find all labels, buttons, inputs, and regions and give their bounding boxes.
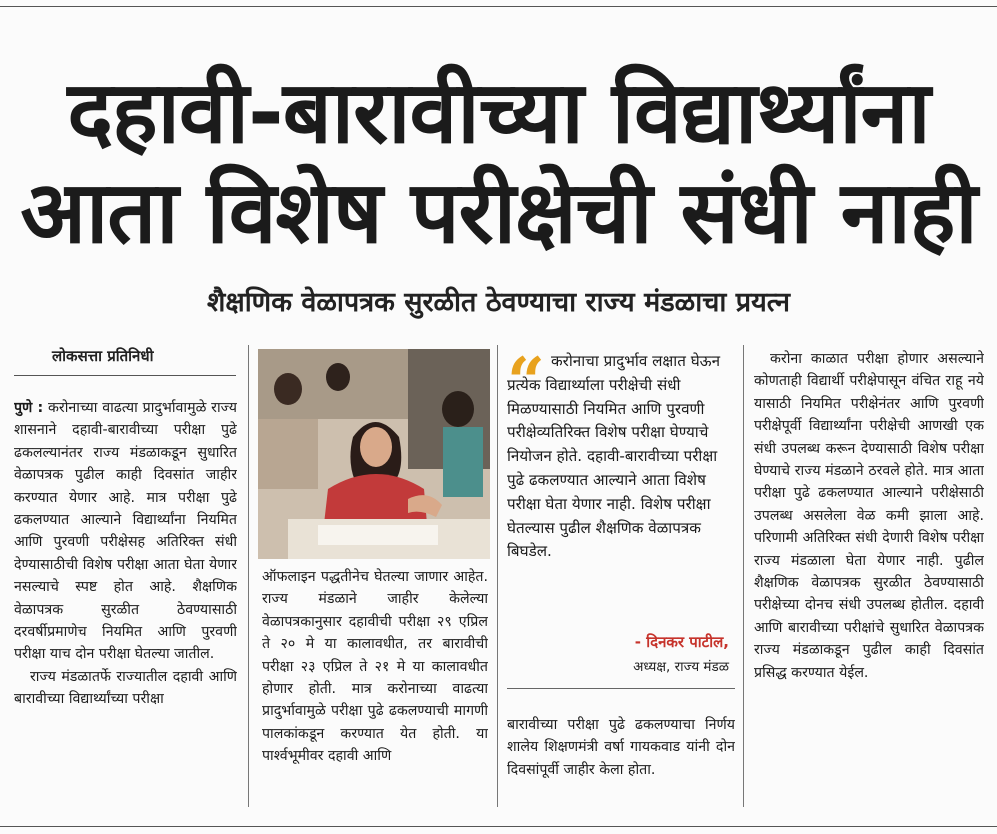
column-4 — [754, 348, 984, 810]
column-4-paragraph-1: करोना काळात परीक्षा होणार असल्याने कोणताही विद्यार्थी परीक्षेपासून वंचित राहू नये यासाठी नियमित परीक्षेनंतर आणि पुरवणी परीक्षेपूर्वी विद्यार्थ्यांना परीक्षेची आणखी एक संधी उपलब्ध करून देण्यासाठी विशेष परीक्षा घेण्याचे राज्य मंडळाने ठरवले होते. मात्र आता परीक्षा पुढे ढकलण्यात आल्याने परीक्षेसाठी उपलब्ध असलेला वेळ कमी झाला आहे. परिणामी अतिरिक्त संधी देणारी विशेष परीक्षा राज्य मंडळाला घेता येणार नाही. पुढील शैक्षणिक वेळापत्रक सुरळीत ठेवण्यासाठी परीक्षेच्या दोनच संधी उपलब्ध होतील. दहावी आणि बारावीच्या परीक्षांचे सुधारित वेळापत्रक राज्य मंडळाकडून पुढील काही दिवसांत प्रसिद्ध करण्यात येईल. — [754, 351, 984, 681]
headline-line-1: दहावी-बारावीच्या विद्यार्थ्यांना — [67, 63, 930, 163]
byline-rule — [14, 375, 236, 376]
column-divider — [743, 345, 744, 807]
column-1 — [14, 397, 237, 810]
quote-mark-icon: “ — [507, 343, 545, 421]
column-1-paragraph-2: राज्य मंडळातर्फे राज्यातील दहावी आणि बारावीच्या विद्यार्थ्यांच्या परीक्षा — [14, 668, 237, 708]
quote-author: - दिनकर पाटील, — [634, 633, 729, 651]
quote-text: करोनाचा प्रादुर्भाव लक्षात घेऊन प्रत्येक विद्यार्थ्याला परीक्षेची संधी मिळण्यासाठी नियमित आणि पुरवणी परीक्षेव्यतिरिक्त विशेष परीक्षा घेण्याचे नियोजन होते. दहावी-बारावीच्या परीक्षा पुढे ढकलण्यात आल्याने आता विशेष परीक्षा घेता येणार नाही. विशेष परीक्षा घेतल्यास पुढील शैक्षणिक वेळापत्रक बिघडेल. — [507, 352, 721, 561]
column-2 — [262, 566, 488, 810]
pull-quote — [507, 343, 737, 564]
article-photo — [258, 349, 490, 559]
headline-line-2: आता विशेष परीक्षेची संधी नाही — [20, 163, 977, 263]
quote-author-role: अध्यक्ष, राज्य मंडळ — [633, 659, 729, 675]
column-3-paragraph-1: बारावीच्या परीक्षा पुढे ढकलण्याचा निर्णय शालेय शिक्षणमंत्री वर्षा गायकवाड यांनी दोन दिवसांपूर्वी जाहीर केला होता. — [507, 717, 735, 778]
bottom-rule — [0, 826, 997, 827]
top-rule — [0, 6, 997, 7]
byline: लोकसत्ता प्रतिनिधी — [52, 347, 154, 365]
column-3 — [507, 714, 735, 810]
column-2-paragraph-1: ऑफलाइन पद्धतीनेच घेतल्या जाणार आहेत. राज्य मंडळाने जाहीर केलेल्या वेळापत्रकानुसार दहावीची परीक्षा २९ एप्रिल ते २० मे या कालावधीत, तर बारावीची परीक्षा २३ एप्रिल ते २१ मे या कालावधीत होणार होती. मात्र करोनाच्या वाढत्या प्रादुर्भावामुळे परीक्षा पुढे ढकलण्याची मागणी पालकांकडून करण्यात येत होती. या पार्श्वभूमीवर दहावी आणि — [262, 569, 488, 765]
column-divider — [248, 345, 249, 807]
dateline: पुणे : — [14, 400, 44, 416]
column-divider — [497, 345, 498, 807]
quote-rule — [507, 688, 735, 689]
exam-hall-photo — [258, 349, 490, 559]
column-1-paragraph-1: करोनाच्या वाढत्या प्रादुर्भावामुळे राज्य शासनाने दहावी-बारावीच्या परीक्षा पुढे ढकलल्यानंतर राज्य मंडळाकडून सुधारित वेळापत्रक पुढील काही दिवसांत जाहीर करण्यात येणार आहे. मात्र परीक्षा पुढे ढकलण्यात आल्याने विद्यार्थ्यांना नियमित आणि पुरवणी परीक्षेसह अतिरिक्त संधी देण्यासाठीची विशेष परीक्षा आता घेता येणार नसल्याचे स्पष्ट होत आहे. शैक्षणिक वेळापत्रक सुरळीत ठेवण्यासाठी दरवर्षीप्रमाणेच नियमित आणि पुरवणी परीक्षा याच दोन परीक्षा घेतल्या जातील. — [14, 400, 237, 663]
subheadline: शैक्षणिक वेळापत्रक सुरळीत ठेवण्याचा राज्य मंडळाचा प्रयत्न — [206, 287, 791, 318]
